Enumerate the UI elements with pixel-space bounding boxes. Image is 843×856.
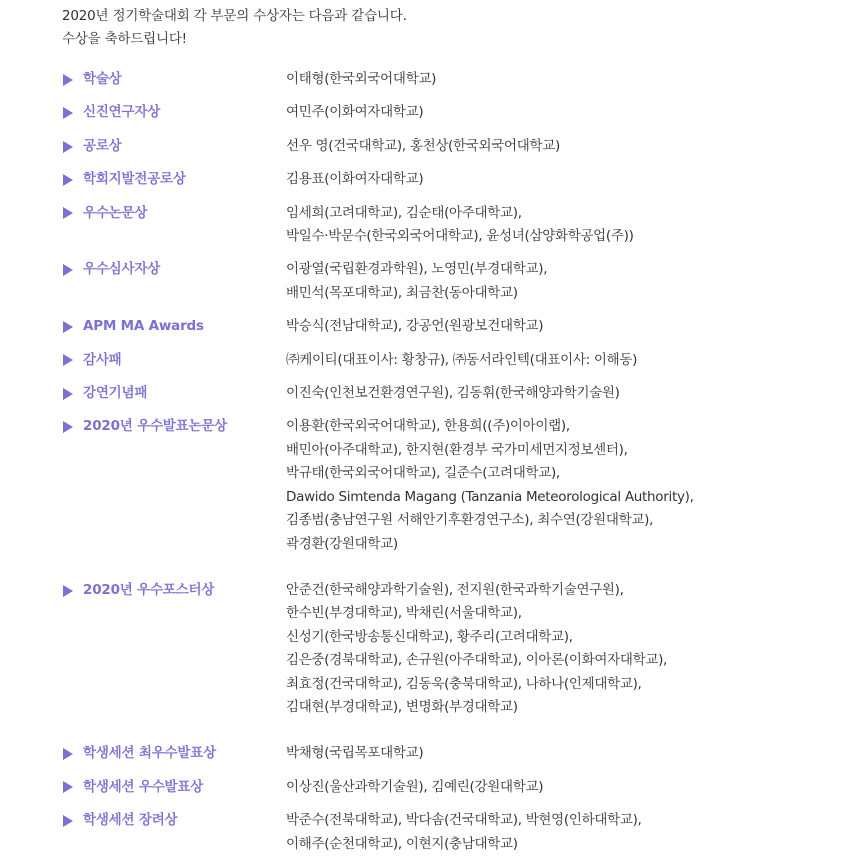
triangle-bullet-icon xyxy=(63,174,73,186)
winner-line: 이상진(울산과학기술원), 김예린(강원대학교) xyxy=(286,778,544,795)
triangle-bullet-icon xyxy=(63,107,73,119)
award-name xyxy=(62,202,286,225)
award-name-label: 신진연구자상 xyxy=(83,104,161,121)
award-name xyxy=(62,168,286,191)
award-name-label: 학회지발전공로상 xyxy=(83,171,186,188)
award-name xyxy=(62,415,286,438)
award-row xyxy=(62,101,832,124)
award-name-label: APM MA Awards xyxy=(83,318,204,335)
winner-line: 김용표(이화여자대학교) xyxy=(286,171,424,188)
award-winners xyxy=(286,382,832,405)
triangle-bullet-icon xyxy=(63,207,73,219)
award-name xyxy=(62,382,286,405)
award-name-label: 감사패 xyxy=(83,351,122,368)
winner-line: 김대현(부경대학교), 변명화(부경대학교) xyxy=(286,698,518,715)
triangle-bullet-icon xyxy=(63,354,73,366)
triangle-bullet-icon xyxy=(63,815,73,827)
triangle-bullet-icon xyxy=(63,264,73,276)
award-row xyxy=(62,776,832,799)
winner-line: 배민석(목포대학교), 최금찬(동아대학교) xyxy=(286,284,518,301)
award-row xyxy=(62,202,832,249)
winner-line: Dawido Simtenda Magang (Tanzania Meteorological Authority), xyxy=(286,488,694,505)
award-name xyxy=(62,315,286,338)
winner-line: ㈜케이티(대표이사: 황창규), ㈜동서라인텍(대표이사: 이해동) xyxy=(286,351,638,368)
award-name-label: 학술상 xyxy=(83,71,122,87)
winner-line: 선우 영(건국대학교), 홍천상(한국외국어대학교) xyxy=(286,137,560,154)
award-row xyxy=(62,315,832,338)
award-name-label: 강연기념패 xyxy=(83,385,148,402)
award-name xyxy=(62,101,286,124)
award-row xyxy=(62,135,832,158)
award-name xyxy=(62,776,286,799)
winner-line: 이해주(순천대학교), 이현지(충남대학교) xyxy=(286,835,518,852)
award-name-label: 학생세션 장려상 xyxy=(83,812,178,829)
award-winners xyxy=(286,415,832,555)
award-name-label: 2020년 우수포스터상 xyxy=(83,581,215,598)
award-name-label: 공로상 xyxy=(83,137,122,154)
winner-line: 여민주(이화여자대학교) xyxy=(286,104,424,121)
triangle-bullet-icon xyxy=(63,781,73,793)
award-name-label: 2020년 우수발표논문상 xyxy=(83,418,228,435)
award-row xyxy=(62,349,832,372)
winner-line: 곽경환(강원대학교) xyxy=(286,535,398,552)
intro-text xyxy=(62,5,407,51)
award-winners xyxy=(286,258,832,305)
award-winners xyxy=(286,101,832,124)
award-name xyxy=(62,135,286,158)
winner-line: 최효정(건국대학교), 김동욱(충북대학교), 나하나(인제대학교), xyxy=(286,675,642,692)
award-winners xyxy=(286,68,832,91)
award-winners xyxy=(286,349,832,372)
award-row xyxy=(62,258,832,305)
award-row xyxy=(62,68,832,91)
award-row xyxy=(62,168,832,191)
triangle-bullet-icon xyxy=(63,388,73,400)
award-name xyxy=(62,349,286,372)
award-name-label: 우수심사자상 xyxy=(83,261,161,278)
winner-line: 배민아(아주대학교), 한지현(환경부 국가미세먼지정보센터), xyxy=(286,441,628,458)
intro-line-2: 수상을 축하드립니다! xyxy=(62,31,187,47)
winner-line: 박준수(전북대학교), 박다솜(건국대학교), 박현영(인하대학교), xyxy=(286,812,642,829)
triangle-bullet-icon xyxy=(63,321,73,333)
award-row xyxy=(62,742,832,765)
award-name xyxy=(62,809,286,832)
award-winners xyxy=(286,135,832,158)
award-winners xyxy=(286,776,832,799)
winner-line: 임세희(고려대학교), 김순태(아주대학교), xyxy=(286,204,522,221)
winner-line: 신성기(한국방송통신대학교), 황주리(고려대학교), xyxy=(286,628,573,645)
award-winners xyxy=(286,202,832,249)
award-winners xyxy=(286,579,832,719)
award-winners xyxy=(286,742,832,765)
triangle-bullet-icon xyxy=(63,421,73,433)
triangle-bullet-icon xyxy=(63,74,73,86)
award-row xyxy=(62,579,832,719)
award-name xyxy=(62,258,286,281)
winner-line: 이진숙(인천보건환경연구원), 김동휘(한국해양과학기술원) xyxy=(286,385,620,402)
winner-line: 박일수·박문수(한국외국어대학교), 윤성녀(삼양화학공업(주)) xyxy=(286,228,634,245)
triangle-bullet-icon xyxy=(63,748,73,760)
triangle-bullet-icon xyxy=(63,141,73,153)
winner-line: 이광열(국립환경과학원), 노영민(부경대학교), xyxy=(286,261,548,278)
award-name xyxy=(62,579,286,602)
award-winners xyxy=(286,315,832,338)
award-name-label: 우수논문상 xyxy=(83,204,148,221)
winner-line: 박채형(국립목포대학교) xyxy=(286,745,424,762)
winner-line: 박규태(한국외국어대학교), 길준수(고려대학교), xyxy=(286,465,560,482)
award-row xyxy=(62,382,832,405)
winner-line: 한수빈(부경대학교), 박채린(서울대학교), xyxy=(286,605,522,622)
winner-line: 이용환(한국외국어대학교), 한용희((주)이아이랩), xyxy=(286,418,570,435)
winner-line: 이태형(한국외국어대학교) xyxy=(286,71,437,87)
award-name xyxy=(62,742,286,765)
award-winners xyxy=(286,168,832,191)
award-row xyxy=(62,809,832,856)
intro-line-1: 2020년 정기학술대회 각 부문의 수상자는 다음과 같습니다. xyxy=(62,8,407,24)
winner-line: 박승식(전남대학교), 강공언(원광보건대학교) xyxy=(286,318,544,335)
award-winners xyxy=(286,809,832,856)
award-name-label: 학생세션 우수발표상 xyxy=(83,778,204,795)
award-name xyxy=(62,68,286,91)
winner-line: 안준건(한국해양과학기술원), 전지원(한국과학기술연구원), xyxy=(286,581,624,598)
award-name-label: 학생세션 최우수발표상 xyxy=(83,745,216,762)
winner-line: 김은중(경북대학교), 손규원(아주대학교), 이아론(이화여자대학교), xyxy=(286,652,668,669)
awards-list xyxy=(62,68,832,856)
award-row xyxy=(62,415,832,555)
winner-line: 김종범(충남연구원 서해안기후환경연구소), 최수연(강원대학교), xyxy=(286,512,654,529)
triangle-bullet-icon xyxy=(63,585,73,597)
